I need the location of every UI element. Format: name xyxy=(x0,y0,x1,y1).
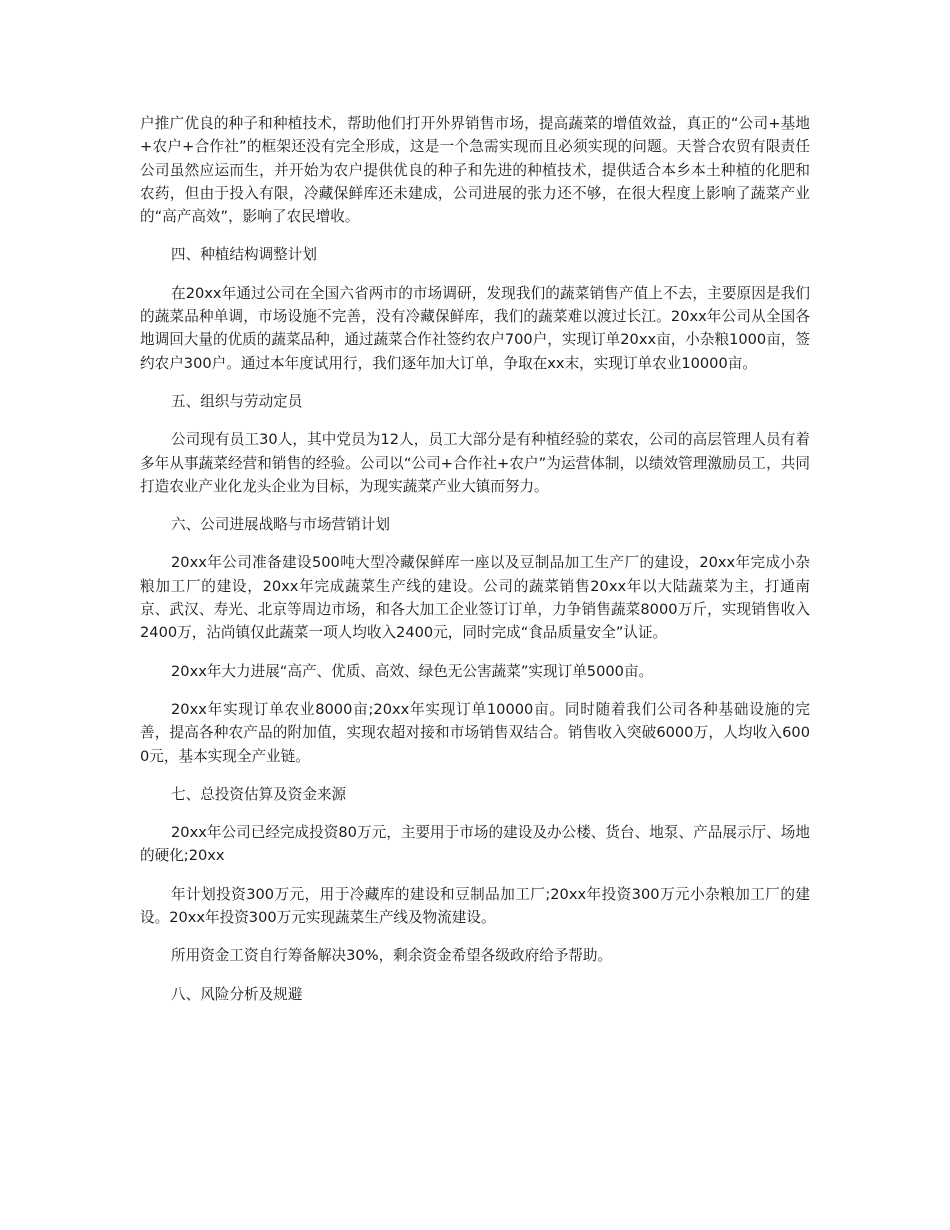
document-page xyxy=(140,112,810,1021)
body-paragraph: 公司现有员工30人，其中党员为12人，员工大部分是有种植经验的菜农，公司的高层管理人员有着多年从事蔬菜经营和销售的经验。公司以“公司+合作社+农户”为运营体制，以绩效管理激励员工，共同打造农业产业化龙头企业为目标，为现实蔬菜产业大镇而努力。 xyxy=(140,431,810,495)
body-paragraph: 年计划投资300万元，用于冷藏库的建设和豆制品加工厂;20xx年投资300万元小杂粮加工厂的建设。20xx年投资300万元实现蔬菜生产线及物流建设。 xyxy=(140,885,810,927)
body-paragraph: 20xx年实现订单农业8000亩;20xx年实现订单10000亩。同时随着我们公司各种基础设施的完善，提高各种农产品的附加值，实现农超对接和市场销售双结合。销售收入突破6000万，人均收入6000元，基本实现全产业链。 xyxy=(140,700,810,765)
section-heading: 六、公司进展战略与市场营销计划 xyxy=(171,516,390,534)
body-paragraph: 在20xx年通过公司在全国六省两市的市场调研，发现我们的蔬菜销售产值上不去，主要原因是我们的蔬菜品种单调，市场设施不完善，没有冷藏保鲜库，我们的蔬菜难以渡过长江。20xx年公司从全国各地调回大量的优质的蔬菜品种，通过蔬菜合作社签约农户700户，实现订单20xx亩，小杂粮1000亩，签约农户300户。通过本年度试用行，我们逐年加大订单，争取在xx末，实现订单农业10000亩。 xyxy=(140,284,810,372)
body-paragraph: 20xx年公司已经完成投资80万元，主要用于市场的建设及办公楼、货台、地泵、产品展示厅、场地的硬化;20xx xyxy=(140,824,810,865)
body-paragraph: 户推广优良的种子和种植技术，帮助他们打开外界销售市场，提高蔬菜的增值效益，真正的“公司+基地+农户+合作社”的框架还没有完全形成，这是一个急需实现而且必须实现的问题。天誉合农贸有限责任公司虽然应运而生，并开始为农户提供优良的种子和先进的种植技术，提供适合本乡本土种植的化肥和农药，但由于投入有限，冷藏保鲜库还未建成，公司进展的张力还不够，在很大程度上影响了蔬菜产业的“高产高效”，影响了农民增收。 xyxy=(140,115,810,226)
section-heading: 四、种植结构调整计划 xyxy=(171,246,317,264)
body-paragraph: 20xx年大力进展“高产、优质、高效、绿色无公害蔬菜”实现订单5000亩。 xyxy=(171,662,654,680)
body-paragraph: 所用资金工资自行筹备解决30%，剩余资金希望各级政府给予帮助。 xyxy=(171,947,613,965)
section-heading: 七、总投资估算及资金来源 xyxy=(171,785,347,803)
section-heading: 八、风险分析及规避 xyxy=(171,985,303,1003)
section-heading: 五、组织与劳动定员 xyxy=(171,392,303,410)
body-paragraph: 20xx年公司准备建设500吨大型冷藏保鲜库一座以及豆制品加工生产厂的建设，20xx年完成小杂粮加工厂的建设，20xx年完成蔬菜生产线的建设。公司的蔬菜销售20xx年以大陆蔬菜为主，打通南京、武汉、寿光、北京等周边市场，和各大加工企业签订订单，力争销售蔬菜8000万斤，实现销售收入2400万，沾尚镇仅此蔬菜一项人均收入2400元，同时完成“食品质量安全”认证。 xyxy=(140,554,810,642)
